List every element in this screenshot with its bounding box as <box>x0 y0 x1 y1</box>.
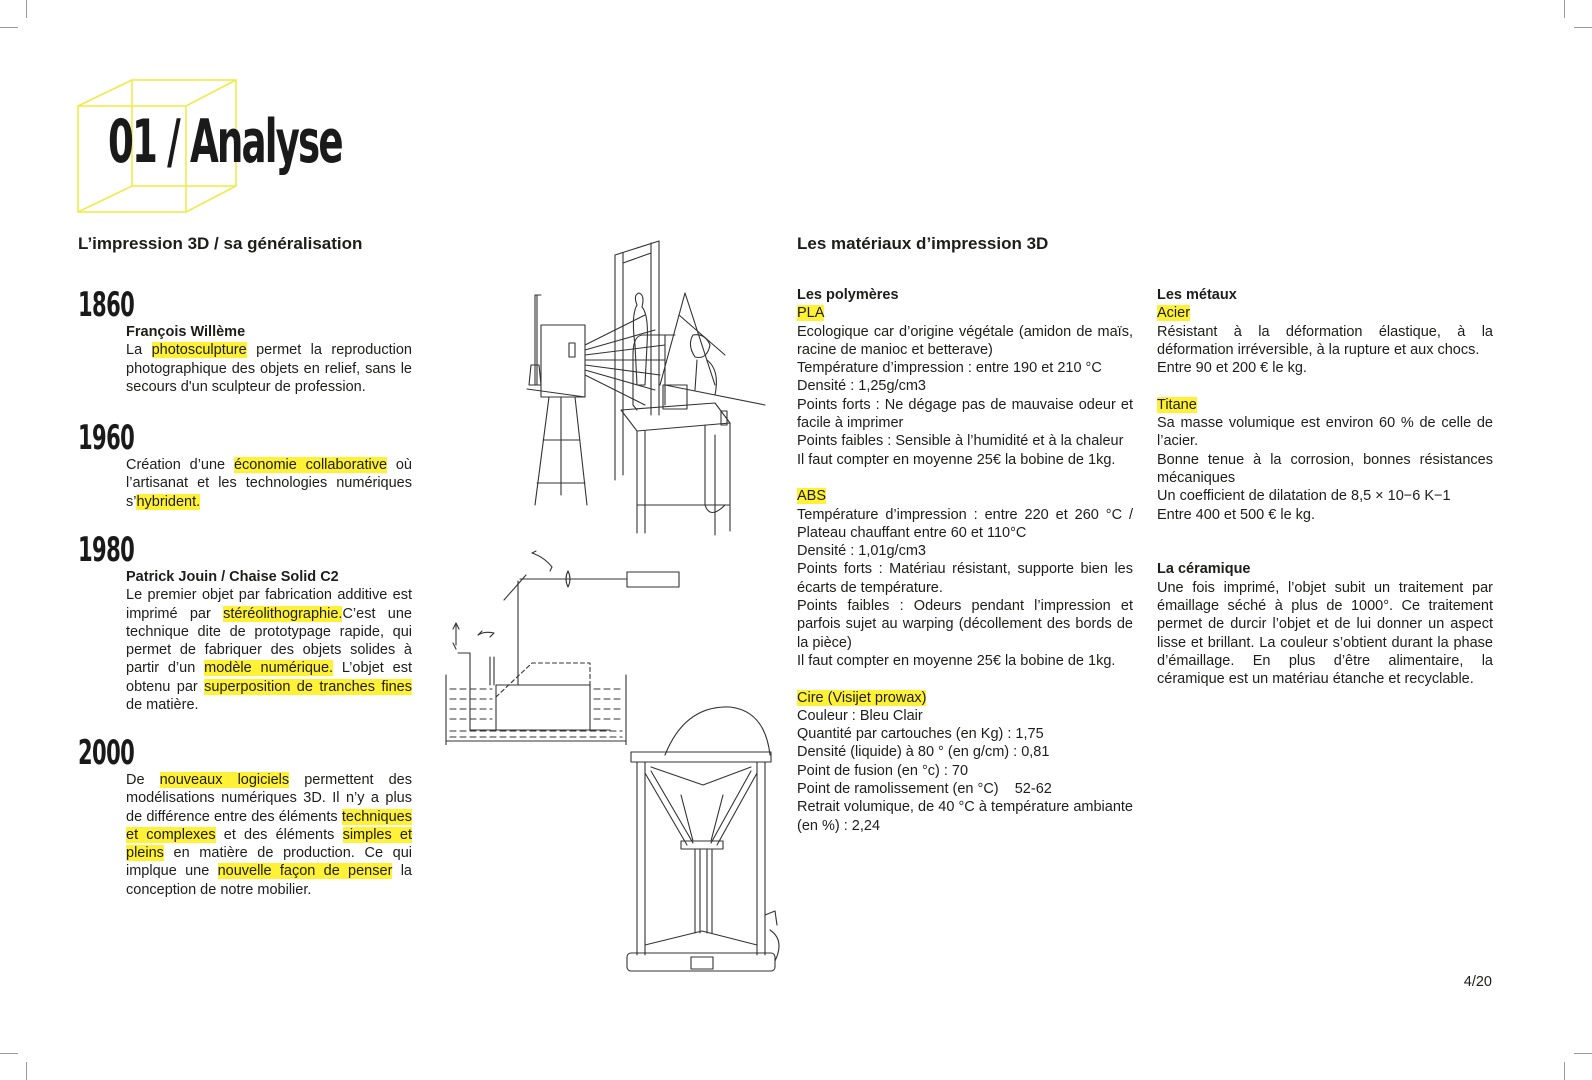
material-name-steel: Acier <box>1157 305 1191 322</box>
text-run: en matière de production. Ce qui implque une <box>126 845 412 880</box>
crop-mark-top-right-v <box>1564 0 1565 18</box>
entry-2000 <box>126 771 412 899</box>
ceramic-text: Une fois imprimé, l’objet subit un traitement par émaillage séché à plus de 1000°. Ce traitement permet de durcir l’objet et de lui donner un aspect lisse et brillant. La couleur s’obtient durant la phase d’émaillage. En plus d’être alimentaire, la céramique est un matériau étanche et recyclable. <box>1157 579 1493 688</box>
pla-lines <box>797 323 1133 469</box>
spec-line: Densité : 1,01g/cm3 <box>797 543 926 560</box>
spec-line: Température d’impression : entre 190 et 210 °C <box>797 360 1102 377</box>
spec-line: Un coefficient de dilatation de 8,5 × 10−6 K−1 <box>1157 488 1451 505</box>
spec-line: Bonne tenue à la corrosion, bonnes résistances mécaniques <box>1157 451 1493 486</box>
highlighted-term: photosculpture <box>151 342 247 359</box>
text-run: permet la reproduction photographique des objets en relief, sans le secours d'un sculpteur de profession. <box>126 342 412 395</box>
spec-line: Il faut compter en moyenne 25€ la bobine de 1kg. <box>797 451 1116 468</box>
crop-mark-top-left-v <box>26 0 27 18</box>
spec-line: Température d’impression : entre 220 et 260 °C / Plateau chauffant entre 60 et 110°C <box>797 506 1133 541</box>
year-1980: 1980 <box>78 530 135 570</box>
entry-text <box>126 456 412 511</box>
spec-line: Sa masse volumique est environ 60 % de celle de l’acier. <box>1157 415 1493 450</box>
text-run: La <box>126 342 152 359</box>
material-name-wax: Cire (Visijet prowax) <box>797 689 927 706</box>
spec-line: Couleur : Bleu Clair <box>797 707 923 724</box>
titanium-lines <box>1157 414 1493 524</box>
crop-mark-bottom-right-h <box>1574 1053 1592 1054</box>
text-run: Création d’une <box>126 457 234 473</box>
highlighted-term: simples et pleins <box>126 826 412 862</box>
year-1960: 1960 <box>78 418 135 458</box>
text-run: De <box>126 772 160 788</box>
delta-printer-sketch <box>625 705 785 973</box>
text-run: L’objet est obtenu par <box>126 660 412 695</box>
photosculpture-sketch <box>515 235 770 545</box>
text-run: et des éléments <box>215 826 343 843</box>
entry-subtitle: François Willème <box>126 324 246 340</box>
history-heading: L’impression 3D / sa généralisation <box>78 234 363 253</box>
spec-line: Retrait volumique, de 40 °C à température ambiante (en %) : 2,24 <box>797 799 1133 834</box>
spec-line: Point de ramolissement (en °C) 52-62 <box>797 781 1052 798</box>
ceramic-title: La céramique <box>1157 561 1251 578</box>
metals-title: Les métaux <box>1157 287 1237 303</box>
highlighted-term: nouvelle façon de penser <box>217 863 393 880</box>
entry-1960 <box>126 456 412 511</box>
spec-line: Points forts : Ne dégage pas de mauvaise odeur et facile à imprimer <box>797 396 1133 432</box>
highlighted-term: économie collaborative <box>233 457 388 473</box>
spec-line: Quantité par cartouches (en Kg) : 1,75 <box>797 726 1044 743</box>
highlighted-term: nouveaux logiciels <box>159 772 290 788</box>
materials-heading: Les matériaux d’impression 3D <box>797 234 1049 253</box>
spec-line: Entre 400 et 500 € le kg. <box>1157 506 1315 523</box>
entry-1860 <box>126 323 412 396</box>
spec-line: Entre 90 et 200 € le kg. <box>1157 360 1307 377</box>
metals-column <box>1157 286 1493 689</box>
highlighted-term: modèle numérique. <box>204 660 334 677</box>
wax-lines <box>797 707 1133 835</box>
crop-mark-bottom-right-v <box>1564 1062 1565 1080</box>
text-run: Le premier objet par fabrication additive est imprimé par <box>126 587 412 622</box>
material-name-abs: ABS <box>797 488 827 505</box>
entry-text <box>126 341 412 396</box>
year-1860: 1860 <box>78 285 135 325</box>
spec-line: Densité : 1,25g/cm3 <box>797 378 926 395</box>
highlighted-term: stéréolithographie. <box>223 605 343 622</box>
highlighted-term: superposition de tranches fines <box>204 678 412 695</box>
steel-lines <box>1157 323 1493 378</box>
spec-line: Points faibles : Sensible à l’humidité et à la chaleur <box>797 433 1124 450</box>
spec-line: Points forts : Matériau résistant, supporte bien les écarts de température. <box>797 561 1133 596</box>
text-run: la conception de notre mobilier. <box>126 863 412 898</box>
entry-text <box>126 771 412 899</box>
material-name-titanium: Titane <box>1157 396 1197 413</box>
page-title: 01 / Analyse <box>108 107 342 177</box>
spec-line: Résistant à la déformation élastique, à la déformation irréversible, à la rupture et aux chocs. <box>1157 323 1493 358</box>
polymers-column <box>797 286 1133 835</box>
page-number: 4/20 <box>1463 974 1492 990</box>
entry-1980 <box>126 568 412 714</box>
spec-line: Densité (liquide) à 80 ° (en g/cm) : 0,81 <box>797 744 1050 761</box>
text-run: permettent des modélisations numériques 3D. Il n’y a plus de différence entre des éléments <box>126 772 412 825</box>
spec-line: Point de fusion (en °c) : 70 <box>797 762 969 779</box>
crop-mark-bottom-left-h <box>0 1053 18 1054</box>
highlighted-term: techniques et complexes <box>126 808 412 843</box>
text-run: C’est une technique dite de prototypage rapide, qui permet de fabriquer des objets solides à partir d’un <box>126 605 412 677</box>
crop-mark-bottom-left-v <box>26 1062 27 1080</box>
year-2000: 2000 <box>78 733 135 773</box>
entry-text <box>126 586 412 714</box>
highlighted-term: hybrident. <box>136 493 201 510</box>
text-run: de matière. <box>126 697 199 714</box>
text-run: où l’artisanat et les technologies numériques s’ <box>126 457 412 510</box>
crop-mark-top-left-h <box>0 27 18 28</box>
spec-line: Il faut compter en moyenne 25€ la bobine de 1kg. <box>797 652 1116 669</box>
entry-subtitle: Patrick Jouin / Chaise Solid C2 <box>126 569 339 585</box>
spec-line: Ecologique car d’origine végétale (amidon de maïs, racine de manioc et betterave) <box>797 323 1133 358</box>
polymers-title: Les polymères <box>797 287 899 303</box>
material-name-pla: PLA <box>797 305 825 322</box>
crop-mark-top-right-h <box>1574 27 1592 28</box>
spec-line: Points faibles : Odeurs pendant l’impression et parfois sujet au warping (décollement des bords de la pièce) <box>797 598 1133 651</box>
abs-lines <box>797 506 1133 671</box>
